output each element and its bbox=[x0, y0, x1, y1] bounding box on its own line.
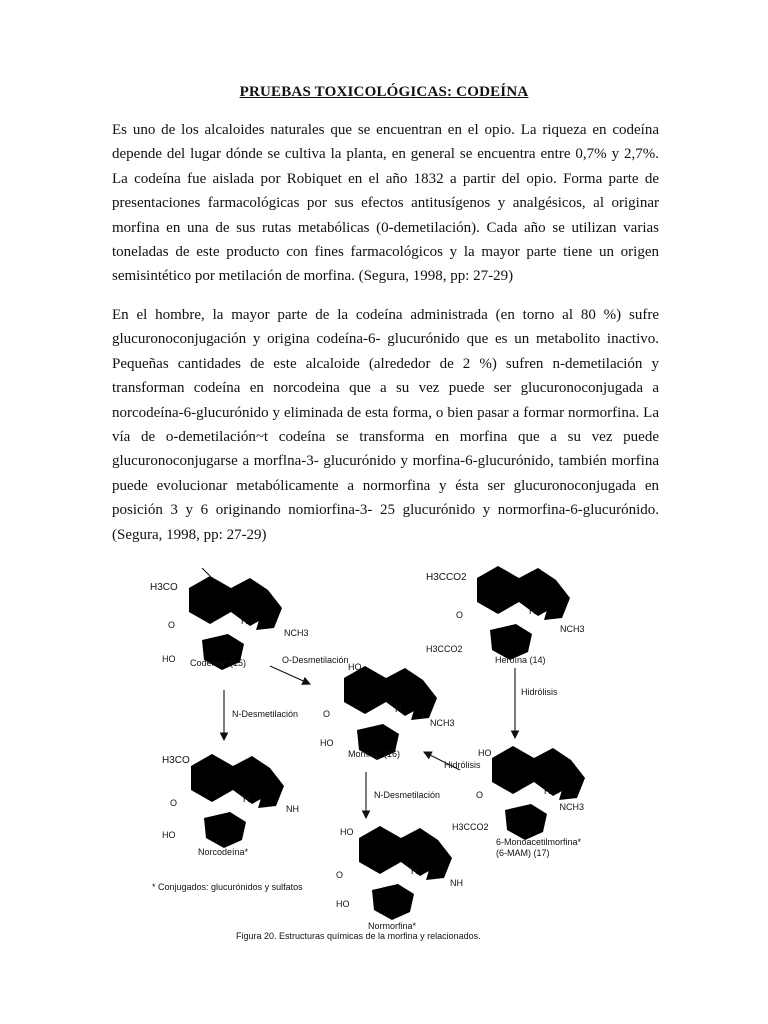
normorfina-oxygen: O bbox=[336, 870, 344, 880]
label-hidrolisis-1: Hidrólisis bbox=[521, 687, 558, 697]
normorfina-substituent-top: HO bbox=[340, 827, 354, 837]
normorfina-structure bbox=[336, 826, 463, 931]
normorfina-h: H bbox=[411, 866, 418, 876]
label-n-desmetilacion-1: N-Desmetilación bbox=[232, 709, 299, 719]
figure-caption: Figura 20. Estructuras químicas de la morfina y relacionados. bbox=[236, 931, 481, 941]
heroina-substituent-bottom: H3CCO2 bbox=[426, 644, 463, 654]
arrow-o-desmetilacion bbox=[270, 666, 310, 684]
codeina-label: Codeína* (15) bbox=[190, 658, 247, 668]
heroina-structure bbox=[426, 566, 585, 665]
norcodeina-substituent-bottom: HO bbox=[162, 830, 176, 840]
codeina-substituent-top: H3CO bbox=[150, 582, 178, 593]
norcodeina-label: Norcodeína* bbox=[198, 847, 249, 857]
morfina-label: Morfina* (16) bbox=[348, 749, 401, 759]
morfina-substituent-bottom: HO bbox=[320, 738, 334, 748]
norcodeina-substituent-top: H3CO bbox=[162, 755, 190, 766]
mam-h: H bbox=[544, 786, 551, 796]
normorfina-label: Normorfina* bbox=[368, 921, 417, 931]
page-title: PRUEBAS TOXICOLÓGICAS: CODEÍNA bbox=[239, 84, 529, 100]
mam-substituent-bottom: H3CCO2 bbox=[452, 822, 489, 832]
norcodeina-oxygen: O bbox=[170, 798, 178, 808]
heroina-amine: NCH3 bbox=[560, 624, 585, 634]
norcodeina-h: H bbox=[243, 794, 250, 804]
codeina-substituent-bottom: HO bbox=[162, 654, 176, 664]
mam-label: 6-Monoacetilmorfina* bbox=[496, 837, 582, 847]
paragraph-2: En el hombre, la mayor parte de la codeína administrada (en torno al 80 %) sufre glucuronoconjugación y origina codeína-6- glucurónido que es un metabolito inactivo. Pequeñas cantidades de este alcaloide (alrededor de 2 %) sufren n-demetilación y transforman codeína en norcodeina que a su vez puede ser glucuronoconjugada a norcodeína-6-glucurónido y eliminada de esta forma, o bien pasar a formar normorfina. La vía de o-demetilación~t codeína se transforma en morfina que a su vez puede glucuronoconjugarse a morflna-3- glucurónido y morfina-6-glucurónido, también morfina puede evolucionar metabólicamente a normorfina y ésta ser glucuronoconjugada en posición 3 y 6 originando nomiorfina-3- 25 glucurónido y normorfina-6-glucurónido. (Segura, 1998, pp: 27-29) bbox=[112, 307, 659, 543]
morfina-amine: NCH3 bbox=[430, 718, 455, 728]
morfina-structure bbox=[320, 662, 455, 760]
heroina-oxygen: O bbox=[456, 610, 464, 620]
normorfina-amine: NH bbox=[450, 878, 463, 888]
morfina-oxygen: O bbox=[323, 709, 331, 719]
heroina-h: H bbox=[529, 606, 536, 616]
figure-footnote: * Conjugados: glucurónidos y sulfatos bbox=[152, 882, 303, 892]
mam-oxygen: O bbox=[476, 790, 484, 800]
norcodeina-amine: NH bbox=[286, 804, 299, 814]
morfina-h: H bbox=[395, 704, 402, 714]
label-hidrolisis-2: Hidrólisis bbox=[444, 760, 481, 770]
mam-substituent-top: HO bbox=[478, 748, 492, 758]
heroina-substituent-top: H3CCO2 bbox=[426, 572, 467, 583]
codeina-h: H bbox=[241, 616, 248, 626]
norcodeina-structure bbox=[162, 754, 299, 857]
heroina-label: Heroína (14) bbox=[495, 655, 546, 665]
mam-label-2: (6-MAM) (17) bbox=[496, 848, 550, 858]
morfina-substituent-top: HO bbox=[348, 662, 362, 672]
chemical-structures-figure bbox=[140, 560, 585, 950]
codeina-amine: NCH3 bbox=[284, 628, 309, 638]
paragraph-1: Es uno de los alcaloides naturales que se encuentran en el opio. La riqueza en codeína depende del lugar dónde se cultiva la planta, en general se encuentra entre 0,7% y 2,7%. La codeína fue aislada por Robiquet en el año 1832 a partir del opio. Forma parte de presentaciones farmacológicas por sus efectos antitusígenos y analgésicos, al originar morfina en una de sus rutas metabólicas (0-demetilación). Cada año se utilizan varias toneladas de este producto con fines farmacológicos y la mayor parte tiene un origen semisintético por metilación de morfina. (Segura, 1998, pp: 27-29) bbox=[112, 122, 659, 285]
mam-amine: NCH3 bbox=[559, 802, 584, 812]
normorfina-substituent-bottom: HO bbox=[336, 899, 350, 909]
label-n-desmetilacion-2: N-Desmetilación bbox=[374, 790, 441, 800]
codeina-oxygen: O bbox=[168, 620, 176, 630]
label-o-desmetilacion: O-Desmetilación bbox=[282, 655, 349, 665]
